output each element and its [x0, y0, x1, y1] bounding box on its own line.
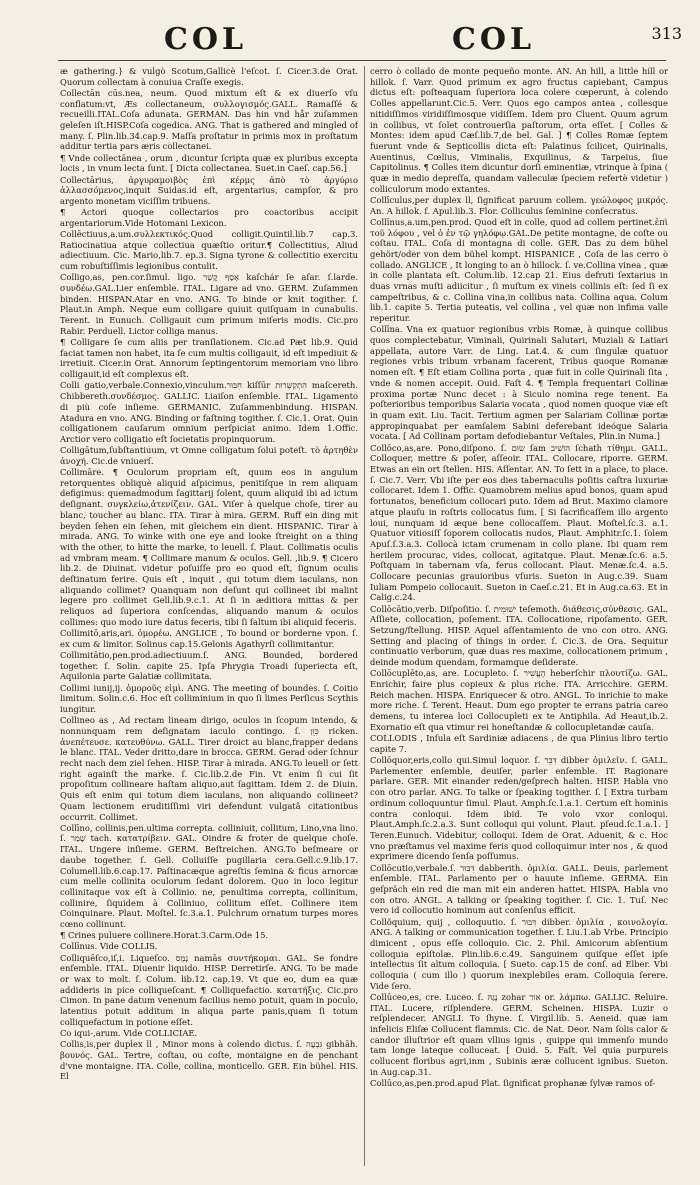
dictionary-entry: Collimi iunij,ij. ὁμοροῦς εἰμὶ. ANG. The meeting of boundes. ſ. Coitio limitum. Solin.c.6. Hoc eſt colliminium in quo ſi limes Perſicus Scythis iungitur. — [60, 682, 358, 714]
dictionary-entry: ¶ Actori quoque collectarios pro coactoribus accipit argentariorum.Vide Hotomani Lexicon. — [60, 207, 358, 228]
right-column — [370, 66, 668, 1172]
dictionary-entry: Collīna. Vna ex quatuor regionibus vrbis Romæ, à quinque collibus quos complectebatur, Viminali, Quirinali Salutari, Muziali & Latiari appellata, autore Varr. de Ling. Lat.4. & cum ſingulæ quatuor regiones vrbis tribum vrbanam facerent, Tribus quoque Romanæ nomen eſt. ¶ Eſt etiam Collina porta , quæ fuit in colle Quirinali ſita , vnde & nomen accepit. Ouid. Faſt 4. ¶ Templa frequentari Collinæ proxima portæ Nunc decet : à Siculo nomina rege tenent. Ea poſterioribus temporibus Salaria vocata , quod nomen quoque viæ eſt in quam exit. Liu. Tacit. Tertium agmen per Salariam Collinæ portæ appropinquabat per eamſalem Sabini deferebant ideóque Salaria vocata. [ Ad Collinam portam defodiebantur Veſtales, Plin.in Numa.] — [370, 324, 668, 442]
dictionary-entry: Collīculus,per duplex ll, ſignificat paruum collem. γεώλοφος μικρός. An. A hillok. ſ. Apul.lib.3. Flor. Colliculus ſeminine conſecratus. — [370, 194, 668, 216]
page-header — [0, 22, 700, 62]
dictionary-entry: Collectārius, ἀργυραμοιβὸς ἐπὶ κέρμς ἀπὸ τὸ ἀργύριο ἀλλασσόμενος,inquit Suidas.id eſt, argentarius, campſor, & pro argento monetam viciſſim tribuens. — [60, 174, 358, 206]
dictionary-entry: Collōquor,eris,collo qui.Simul loquor. ſ. דִּבֵּר dibber ὁμιλεῖν. ſ. GALL. Parlementer enſemble, deuiſer, parler enſemble. IT. Ragionare parlare. GER. Mit einander reden/geſprech halten. HISP. Habla vno con otro parlar. ANG. To talke or ſpeaking togither. ſ. [ Extra turbam ordinum colloquuntur ſimul. Plaut. Amph.ſc.1.a.1. Certum eſt hominis contra conloqui. Idem ibid. Te volo vxor conloqui. Plaut.Amph.ſc.2.a.3. Sunt colloqui qui volunt. Plaut. pſeud.ſc.1.a.1. ] Teren.Eunuch. Videbitur, colloqui. Idem de Orat. Aduenit, & c. Hoc vno præſtamus vel maxime feris quod colloquimur inter nos , & quod exprimere dicendo ſenſa poſſumus. — [370, 755, 668, 862]
dictionary-entry: Collūceo,es, cre. Luceo. ſ. נָגַהּ zohar אוֹר or. λάμπω. GALLIC. Reluire. ITAL. Lucere, riſplendere. GERM. Scheinen. HISPA. Luzir o reſplendecer. ANGLI. To ſhyne. ſ. Virgil.lib. 5. Aeneid. quæ iam infelicis Eliſæ Collucent flammis. Cic. de Nat. Deor. Nam ſolis calor & candor illuſtrior eſt quam vllius ignis , quippe qui immenſo mundo tam longe lateque colluceat. [ Ouid. 5. Faſt. Vel quia purpureis collucent floribus agri,inm , Subinis æræ collucent ignibus. Sueton. in Aug.cap.31. — [370, 991, 668, 1077]
dictionary-entry: Colligo,as, pen.cor.ſimul. ligo. אָסַף קָשַׁר kaſchár ſe aſar. ſ.larde. συνδέω.GAL.Lier enſemble. ITAL. Ligare ad vno. GERM. Zuſammen binden. HISPAN.Atar en vno. ANG. To binde or knit togither. ſ. Plaut.in Amph. Neque eum colligare quiuit quiſquam in cunabulis. Terent. in Eunuch. Colligauit cum primum miſeris modis. Cic.pro Rabir. Perduell. Lictor colliga manus. — [60, 272, 358, 336]
column-divider — [364, 66, 365, 1166]
dictionary-entry: Collōcātio,verb. Diſpoſitio. ſ. ישׁוּמִית teſemoth. διάθεσις,σύνθεσις. GAL. Aſſiete, collocation, poſement. ITA. Collocatione, ripoſamento. GER. Setzung/ſtellung. HISP. Aquel aſſentamiento de vno con otro. ANG. Setting and placing of things in order. ſ. Cic.3. de Ora. Sequitur continuatio verborum, quæ duas res maxime, collocationem primum , deinde modum quendam, formamque deſiderate. — [370, 603, 668, 668]
dictionary-entry: Colligātum,ſubſtantiuum, vt Omne colligatum ſolui poteſt. τὸ ἀρτηθὲν ἀνοχή. Cic.de vniuerſ. — [60, 445, 358, 466]
dictionary-entry: Collēctiuus,a.um.συλλεκτικός.Quod colligit.Quintil.lib.7 cap.3. Ratiocinatiua atque collectiua quæſtio oritur.¶ Collectitius, Aliud adiectiuum. Cic. Mario,lib.7. ep.3. Signa tyrone & collectitio exercitu cum robuſtiſſimis legionibus contulit. — [60, 229, 358, 272]
dictionary-entry: COLLODIS , Inſula eſt Sardiniæ adiacens , de qua Plinius libro tertio capite 7. — [370, 733, 668, 754]
dictionary-entry: ¶ Colligare ſe cum aliis per tranſlationem. Cic.ad Pæt lib.9. Quid faciat tamen non habet, ita ſe cum multis colligauit, id eſt impediuit & irretiuit. Cicer.in Orat. Annorum ſeptingentorum memoriam vno libro colligauit,id eſt complexus eſt. — [60, 337, 358, 380]
dictionary-entry: Colli gatio,verbale.Connexio,vinculum.חִבּוּר kiſſūr הִתְקַשְּׁרוּת maſcereth. Chibbereth.συνδέσμος. GALLIC. Liaiſon enſemble. ITAL. Ligamento di più coſe inſieme. GERMANIC. Zuſammenbindung. HISPAN. Atadura en vno. ANG. Binding or faſtning togither. ſ. Cic.1. Orat. Quin colligationem cauſarum omnium perſpiciat animo. Idem 1.Offic. Arctior vero colligatio eſt ſocietatis propinquorum. — [60, 380, 358, 444]
dictionary-entry: ¶ Vnde collectānea , orum , dicuntur ſcripta quæ ex pluribus excepta locis , in vnum lecta ſunt. [ Dicta collectanea. Suet.in Caeſ. cap.56.] — [60, 152, 358, 174]
dictionary-entry: Collimāre. ¶ Oculorum propriam eſt, quum eos in angulum retorquentes obliquè aliquid aſpicimus, penitiſque in rem aliquam defigimus: quemadmodum ſagittarij ſolent, quum aliquid ibi ad ictum deſignant. συγκλείω,ἀτενίζειν. GAL. Viſer à quelque choſe, tirer au blanc, toucher au blanc. ITA. Tirar à mira. GERM. Ruff ein ding mit beyden ſehen ein ſehen, mit gleichem ein dient. HISPANIC. Tirar à mirada. ANG. To winke with one eye and looke ſtreight on a thing with the other, to hitte the marke, to leuell. ſ. Plaut. Collimatis oculis ad vmbram meam. ¶ Collimare manum & oculos. Gell. ,lib.9. ¶ Cicero lib.2. de Diuinat. videtur poſuiſſe pro eo quod eſt, ſignum oculis deſtinatum ferire. Quis eſt , inquit , qui totum diem iaculans, non aliquando collimet? Quanquam non deſunt qui collineet ibi malint legere pro collimet Gell.lib.9.c.1. At ſi in æditiora mittas & per reliquos ad ſuperiora conſcendas, aliquando manum & oculos collimes: quo modo iure datus feceris, tibi ſi ſaltum ibi aliquid feceris. — [60, 467, 358, 627]
dictionary-entry: Collīno, collinis,pen.ultima correpta. colliniuit, collitum, Lino,vna lino. ſ. שָׁמַר tach. κατατρίβειν. GAL. Oindre & froter de quelque choſe. ITAL. Ungere inſieme. GERM. Beſtreichen. ANG.To beſmeare or daube together. ſ. Gell. Colluiſſe pugillaria cera.Gell.c.9.lib.17. Columell.lib.6.cap.17. Paſtinacæque agreſtis ſemina & ficus arnorcæ cum melle collinita oculorum ſedant dolorem. Quo in loco legitur collinitaque vox eſt à Collinio. ne, penultima correpta, collinitum, collinire, ſiquidem à Colliniuo, collitum eſſet. Collinere item Coinquinare. Plaut. Moſtel. ſc.3.a.1. Pulchrum ornatum turpes mores cœno collinunt. — [60, 822, 358, 930]
dictionary-entry: Collīnus,a.um,pen.prod. Quod eſt in colle, quod ad collem pertinet.ἐπὶ τοῦ λόφου , vel ὁ ἐν τῷ γηλόφῳ.GAL.De petite montagne, de coſte ou coſtau. ITAL. Coſa di montagna di colle. GER. Das zu dem bühel gehört/oder von dem bühel kompt. HISPANICE , Coſa de las cerro ò collado. ANGLICE , It longing to an ò hillock. ſ. ve.Collina vinea , quæ in colle plantata eſt. Colum.lib. 12.cap 21. Eius defruti ſextarius in duas vrnas muſti adiicitur , ſi muſtum ex vineis collinis eſt: ſed ſi ex campeſtribus, & c. Collina vina,in collibus nata. Collina aqua. Colum lib.1. capite 5. Tertia puteatis, vel collina , vel quæ non infima valle reperitur. — [370, 216, 668, 324]
dictionary-entry: Collineo as , Ad rectam lineam dirigo, oculos in ſcopum intendo, & nonnunquam rem deſignatam iaculo contingo. ſ. כִּוֵּן ricken. ἀνεπέτευσε. κατευθύνω. GALL. Tirer droict au blanc,frapper dedans le blanc. ITAL. Veder dritto,dare in brocca. GERM. Gerad oder ſchnur recht nach dem ziel ſehen. HISP. Tirar à mirada. ANG.To leuell or ſett right againſt the marke. ſ. Cic.lib.2.de Fin. Vt enim ſi cui ſit propoſitum collineare haſtam aliquo,aut ſagittam. Idem 2. de Diuin. Quis eſt enim qui totum diem iaculans, non aliquando collineet? Quam lectionem eruditiſſimi viri defendunt vulgatâ citationibus occurrit. Collimet. — [60, 715, 358, 822]
dictionary-entry: Collōco,as,are. Pono,diſpono. ſ. שׂוּם ſam הוֹשִׁיב ſchath τίθημι. GALL. Colloquer, mettre & poſer, aſſeoir. ITAL. Collocare, riporre. GERM. Etwas an ein ort ſtellen. HIS. Aſſentar. AN. To ſett in a place, to place. ſ. Cic.7. Verr. Vbi iſte per eos dies tabernaculis poſitis caſtra luxuriæ collocaret. Idem 1. Offic. Quamobrem melius apud bonos, quam apud fortunatos, beneficium collocari puto. Idem ad Brut. Maximo clamore atque plauſu in roſtris collocatus ſum. [ Si ſacrificaſſem illo argento loui, nunquam id æque bene collocaſſem. Plaut. Moſtel.ſc.3. a.1. Quatuor vitiosiſſ ſoporem collocatis nudos, Plaut. Amphitr.ſc.1. ſolem Apuſ.ſ.3.a.3. Collocà ictam crumenam in collo plane. Ibi quam rem herilem procurac, vides, collocat, agitatque. Plaut. Menæ.ſc.6. a.5. Poſtquam in tabernam vſa, ferus collocant. Plaut. Menæ.ſc.4. a.5. Collocare pecunias grauioribus vſuris. Sueton in Aug.c.39. Suam Iuliam Pompeio collocauit. Sueton in Caeſ.c.21. Et in Aug.ca.63. Et in Calig.c.24. — [370, 442, 668, 603]
header-word-right: COL — [452, 22, 536, 57]
dictionary-entry: Collīnus. Vide COLLIS. — [60, 941, 158, 952]
dictionary-entry: æ gathering.} & vulgò Scotum,Gallicè l'eſcot. ſ. Cicer.3.de Orat. Quorum collectam à conuiua Craſſe exegis. — [60, 66, 358, 87]
header-rule — [58, 60, 666, 61]
dictionary-entry: Collŏquium, quij , colloquutio. ſ. דִּבּוּר dibber. ὁμιλία , κοινολογία. ANG. A talking or communication together. ſ. Liu.1.ab Vrbe. Principio dimicent , opus eſſe colloquio. Cic. 2. Phil. Amicorum abſentium colloquia epiſtolæ. Plin.lib.6.c.49. Sanguinem quiſque eſſet ipſe intellectus ſit altum colloquia. [ Sueto. cap.15 de conſ. ad Elber. Vbi colloquia ( cum illo ) quorum inexplebiles eram. Colloquia ſerere. Vide ſero. — [370, 916, 668, 991]
dictionary-entry: Collimitō,aris,ari. ὁμορέω. ANGLICE , To bound or borderne vpon. ſ. ex cum & limitor. Solinus cap.15.Gelonis Agathyrſi collimitantur. — [60, 628, 358, 649]
dictionary-entry: Co iqui-,arum. Vide COLLICIAE. — [60, 1028, 198, 1039]
dictionary-entry: Collūco,as,pen.prod.apud Plat. ſignificat prophanæ ſylvæ ramos of- — [370, 1078, 656, 1089]
dictionary-entry: Collimitātio,pen.prod.adiectiuum.ſ. ANG. Bounded, bordered together. ſ. Solin. capite 25. Ipſa Phrygia Troadi ſuperiecta eſt, Aquilonia parte Galatiæ collimitata. — [60, 649, 358, 682]
page-number: 313 — [651, 24, 682, 43]
header-word-left: COL — [164, 22, 248, 57]
dictionary-entry: Collōcutio,verbale.ſ. דִּבּוּר dabberith. ὁμιλία. GALL. Deuis, parlement enſemble. ITAL. Parlamento per o hauute inſieme. GERMA. Ein geſpräch ein red die man mit ein anderen hattet. HISPA. Habla vno con otro. ANGL. A talking or ſpeaking togither. ſ. Cic. 1. Tuſ. Nec vero id collocutio hominum aut conſenſus efficit. — [370, 862, 668, 916]
dictionary-entry: ¶ Crines puluere collinere.Horat.3.Carm.Ode 15. — [60, 930, 269, 941]
left-column — [60, 66, 358, 1172]
dictionary-entry: Collōcuplēto,as, are. Locupleto. ſ. הֶעֱשִׁיר heberſchir πλουτίζω. GAL. Enrichir, faire plus copieux & plus riche. ITA. Arricchire. GERM. Reich machen. HISPA. Enriquecer & otro. ANGL. To inrichie to make more riche. ſ. Terent. Heaut. Dum ego propter te errans patria careo demens, tu interea loci Collocupleti ex te Antiphila. Ad Heaut,ib.2. Exornatio eſt qua vtimur rei honeſtandæ & collocupletandæ cauſa. — [370, 668, 668, 732]
dictionary-entry: Colliquēſco,iſ,i. Liqueſco. נָמַס namās συντήκομαι. GAL. Se fondre enſemble. ITAL. Diuenir liquido. HISP. Derretirſe. ANG. To be made or wax to molt. ſ. Colum. lib.12. cap.19. Vt que eo, dum ea quæ addideris in pice colliqueſcant. ¶ Colliquefactio. κατατήξις. Cic.pro Cimon. In pane datum venenum facilius nemo potuit, quam in poculo, latentius potuit additum in aliqua parte panis,quam ſi totum colliquefactum in potione eſſet. — [60, 952, 358, 1027]
dictionary-entry: Collectān cūs.nea, neum. Quod mixtum eſt & ex diuerſo vſu conflatum:vt, Æs collectaneum, συλλογισμός.GALL. Ramaſſé & recueilli.ITAL.Coſa adunata. GERMAN. Das hin vnd hår zuſammen geleſen iſt.HISP.Coſa cogedica. ANG. That is gathered and mingled of many. ſ. Plin.lib.34.cap.9. Maſſa proſtatur in primis mox in proſtatum additur tertia pars æris collectanei. — [60, 87, 358, 152]
dictionary-entry: Collis,is,per duplex ll , Minor mons à colendo dictus. ſ. גִּבְעָה gibhāh. βουνός. GAL. Tertre, coſtau, ou coſte, montaigne en de penchant d'vne montaigne. ITA. Colle, collina, monticello. GER. Ein bühel. HIS. El — [60, 1039, 358, 1082]
dictionary-entry: cerro ò collado de monte pequeño monte. AN. An hill, a little hill or hillok. ſ. Varr. Quod primum ex agro fructus capiebant, Campus dictus eſt: poſteaquam ſuperiora loca colere cœperunt, à colendo Colles appellarunt.Cic.5. Verr. Quos ego campos antea , collesque nitidiſſimos viridiſſimosque vidiſſem. Idem pro Cluent. Quum agrum in collibus, vt ſolet controuerſia paſtorum, orta eſſet. [ Colles & Montes: idem apud Cæſ.lib.7,de bel. Gal. ] ¶ Colles Romæ ſeptem fuerunt vnde & Septicollis dicta eſt: Palatinus ſcilicet, Quirinalis, Auentinus, Cœlius, Viminalis, Exquilinus, & Tarpeius, ſiue Capitolinus. ¶ Colles item dicuntur dorſi eminentiæ, vtrinque à ſpina ( quæ in medio depreſſa, quandam valleculæ ſpeciem refertè videtur ) colliculorum modo extantes. — [370, 66, 668, 194]
